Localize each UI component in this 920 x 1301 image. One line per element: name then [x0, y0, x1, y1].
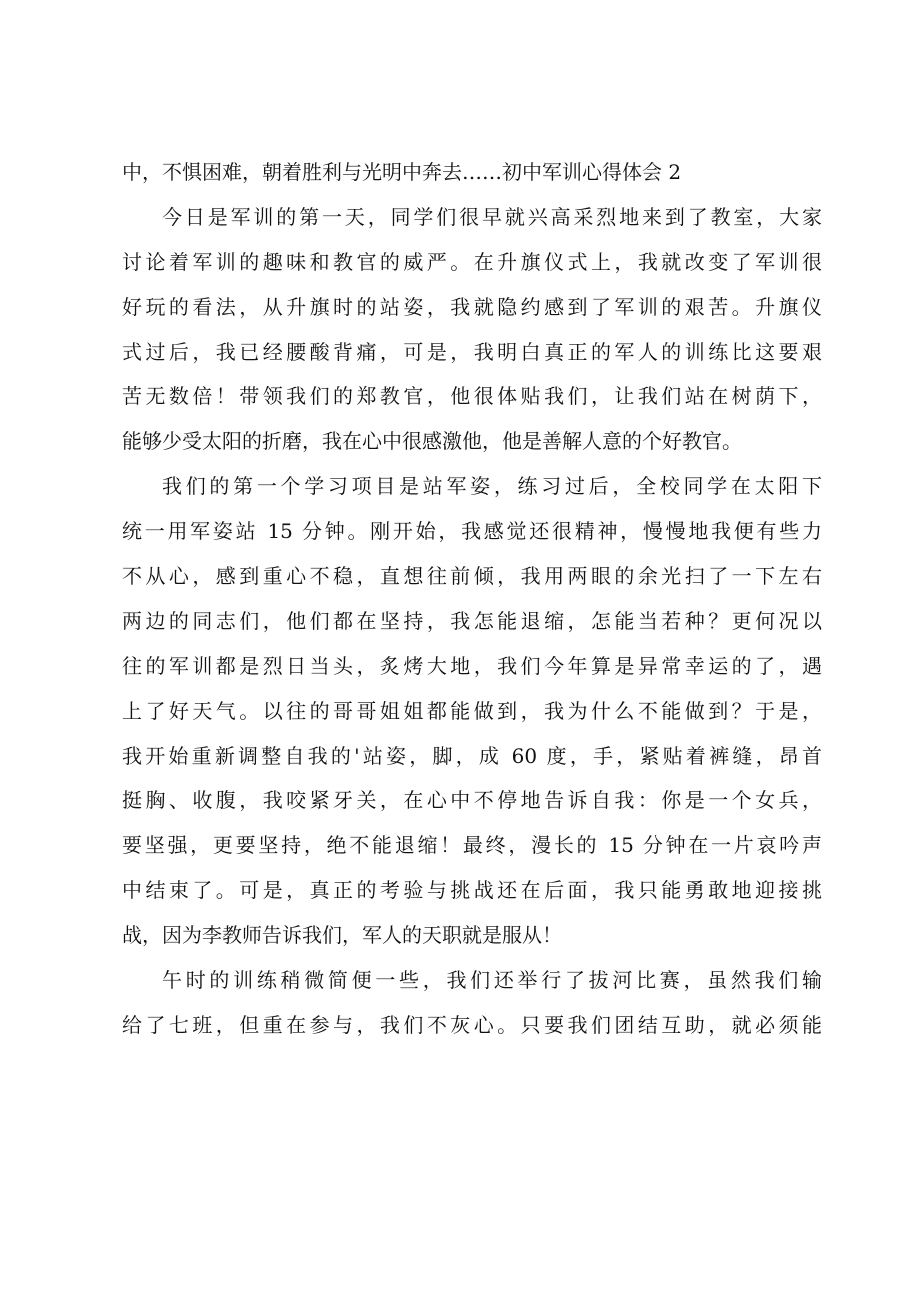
text-line: 战，因为李教师告诉我们，军人的天职就是服从！ [122, 923, 562, 948]
text-line: 苦无数倍！带领我们的郑教官，他很体贴我们，让我们站在树荫下， [122, 384, 822, 409]
text-line: 中结束了。可是，真正的考验与挑战还在后面，我只能勇敢地迎接挑 [122, 878, 822, 903]
text-line: 给了七班，但重在参与，我们不灰心。只要我们团结互助，就必须能 [122, 1012, 822, 1037]
text-line: 要坚强，更要坚持，绝不能退缩！最终，漫长的 15 分钟在一片哀吟声 [122, 833, 822, 858]
text-line: 能够少受太阳的折磨，我在心中很感激他，他是善解人意的个好教官。 [122, 429, 742, 454]
text-line: 上了好天气。以往的哥哥姐姐都能做到，我为什么不能做到？于是， [122, 698, 822, 723]
document-body [122, 150, 822, 1048]
text-line: 讨论着军训的趣味和教官的威严。在升旗仪式上，我就改变了军训很 [122, 249, 822, 274]
paragraph-first-line: 我们的第一个学习项目是站军姿，练习过后，全校同学在太阳下 [162, 474, 822, 499]
text-line: 往的军训都是烈日当头，炙烤大地，我们今年算是异常幸运的了，遇 [122, 653, 822, 678]
text-line: 两边的同志们，他们都在坚持，我怎能退缩，怎能当若种？更何况以 [122, 608, 822, 633]
text-line: 不从心，感到重心不稳，直想往前倾，我用两眼的余光扫了一下左右 [122, 564, 822, 589]
text-line: 我开始重新调整自我的'站姿，脚，成 60 度，手，紧贴着裤缝，昂首 [122, 743, 822, 768]
paragraph-first-line: 午时的训练稍微简便一些，我们还举行了拔河比赛，虽然我们输 [162, 968, 822, 993]
text-line: 式过后，我已经腰酸背痛，可是，我明白真正的军人的训练比这要艰 [122, 339, 822, 364]
text-line: 中，不惧困难，朝着胜利与光明中奔去……初中军训心得体会 2 [122, 160, 682, 184]
text-line: 好玩的看法，从升旗时的站姿，我就隐约感到了军训的艰苦。升旗仪 [122, 294, 822, 319]
paragraph-first-line: 今日是军训的第一天，同学们很早就兴高采烈地来到了教室，大家 [162, 204, 822, 229]
text-line: 统一用军姿站 15 分钟。刚开始，我感觉还很精神，慢慢地我便有些力 [122, 519, 822, 544]
text-line: 挺胸、收腹，我咬紧牙关，在心中不停地告诉自我：你是一个女兵， [122, 788, 822, 813]
